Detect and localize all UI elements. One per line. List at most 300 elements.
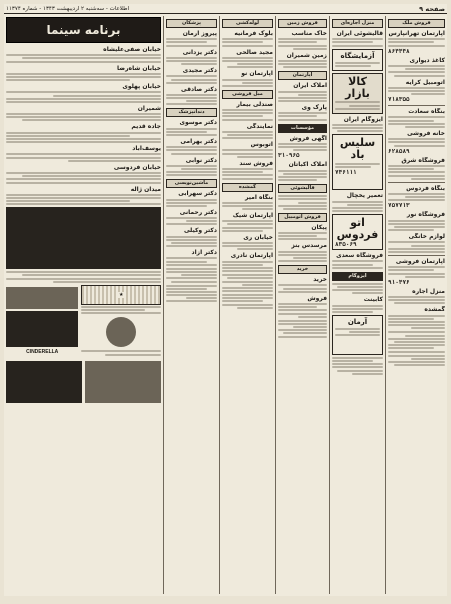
text-line — [278, 112, 327, 114]
classified-ad: فروشگاه شرق — [388, 157, 445, 180]
text-line — [166, 291, 217, 293]
text-line — [388, 38, 445, 40]
text-line — [388, 296, 445, 298]
text-line — [166, 245, 217, 247]
text-line — [278, 260, 327, 262]
text-line — [166, 94, 217, 96]
text-line — [278, 198, 327, 200]
text-line — [394, 302, 445, 304]
text-line — [278, 146, 327, 148]
classified-ad: تعمیر یخچال — [332, 192, 383, 212]
text-line — [388, 71, 445, 73]
text-line — [227, 223, 273, 225]
page-number: صفحه ۹ — [419, 5, 445, 13]
column-2 — [329, 16, 385, 594]
text-line — [394, 341, 445, 343]
classified-ad — [166, 285, 217, 303]
film-ad-left — [6, 285, 78, 357]
text-line — [6, 194, 161, 196]
text-line — [222, 85, 273, 87]
text-line — [6, 113, 161, 115]
text-line — [405, 276, 445, 278]
text-line — [6, 135, 130, 137]
display-ad: کالا بازار — [332, 73, 383, 114]
text-line — [405, 126, 445, 128]
emblem-graphic — [106, 317, 136, 347]
classified-ad: دکتر وکیلی — [166, 227, 217, 247]
classified-ad: مرسدس بنز — [278, 242, 327, 262]
text-line — [222, 57, 273, 59]
text-line — [278, 309, 327, 311]
text-line — [6, 91, 161, 93]
text-line — [278, 232, 327, 234]
text-line — [222, 153, 273, 155]
text-line — [6, 182, 161, 184]
cinema-listing: یوسف‌آباد — [6, 145, 161, 162]
film-ad-right — [81, 285, 161, 357]
text-line — [222, 79, 273, 81]
text-line — [105, 354, 161, 356]
classified-ad — [278, 320, 327, 338]
text-line — [332, 366, 383, 368]
text-line — [388, 90, 445, 92]
classified-ad: فروش — [278, 295, 327, 318]
text-line — [166, 174, 217, 176]
classified-ad: املاک اکباتان — [278, 161, 327, 181]
text-line — [335, 166, 371, 168]
text-line — [222, 115, 263, 117]
text-line — [222, 304, 273, 306]
text-line — [53, 281, 162, 283]
text-line — [6, 203, 161, 205]
text-line — [335, 108, 380, 110]
classified-ad: نمایندگی — [222, 123, 273, 140]
classified-ad: دکتر بهرامی — [166, 138, 217, 155]
display-ad: آزمایشگاه — [332, 49, 383, 72]
classified-ad: دکتر یزدانی — [166, 49, 217, 66]
text-line — [332, 311, 373, 313]
classified-ad: بنگاه فردوس ۷۵۷۷۱۳ — [388, 184, 445, 210]
classified-ad: گمشده — [388, 306, 445, 329]
masthead — [4, 4, 447, 14]
text-line — [332, 363, 383, 365]
text-line — [388, 41, 434, 43]
text-line — [411, 245, 445, 247]
classified-ad: زمین شمیران — [278, 52, 327, 69]
classified-ad: اتومبیل کرایه ۷۱۸۳۵۵ — [388, 78, 445, 104]
text-line — [222, 149, 273, 151]
text-line — [227, 66, 273, 68]
classified-ad — [332, 357, 383, 375]
classified-ad: منزل اجاره — [388, 288, 445, 305]
text-line — [388, 87, 445, 89]
classified-ad: دکتر موسوی — [166, 119, 217, 136]
text-line — [166, 38, 217, 40]
text-line — [166, 264, 217, 266]
section-header: فروش اتومبیل — [278, 213, 327, 222]
text-line — [278, 143, 327, 145]
text-line — [181, 63, 217, 65]
column-1 — [385, 16, 447, 594]
text-line — [222, 174, 273, 176]
column-5 — [163, 16, 219, 594]
classified-ad: فروشگاه سعدی — [332, 252, 383, 269]
text-line — [332, 289, 383, 291]
text-line — [166, 236, 217, 238]
text-line — [293, 257, 327, 259]
text-line — [166, 128, 217, 130]
section-header: فروش زمین — [278, 19, 327, 28]
text-line — [388, 344, 445, 346]
text-line — [332, 201, 383, 203]
section-header: دندانپزشک — [166, 108, 217, 117]
classified-ad: فروش سند — [222, 160, 273, 180]
text-line — [237, 307, 273, 309]
text-line — [278, 176, 327, 178]
cinema-listing: خیابان فردوسی — [6, 164, 161, 184]
text-line — [166, 60, 217, 62]
text-line — [283, 288, 327, 290]
section-header: قالیشوئی — [278, 184, 327, 193]
text-line — [222, 290, 273, 292]
classified-ad: دکتر نوابی — [166, 157, 217, 177]
text-line — [278, 38, 327, 40]
text-line — [166, 205, 207, 207]
text-line — [166, 57, 217, 59]
text-line — [278, 100, 327, 102]
section-header: ماشین‌نویسی — [166, 179, 217, 188]
text-line — [352, 373, 383, 375]
text-line — [332, 124, 383, 126]
text-line — [278, 91, 327, 93]
text-line — [237, 63, 273, 65]
text-line — [166, 75, 217, 77]
classified-ad: لوازم خانگی — [388, 233, 445, 253]
section-header: آپارتمان — [278, 71, 327, 80]
text-line — [222, 178, 273, 180]
text-line — [6, 73, 161, 75]
text-line — [6, 141, 161, 143]
text-line — [6, 153, 161, 155]
text-line — [388, 65, 445, 67]
section-header: خرید — [278, 265, 327, 274]
text-line — [388, 299, 445, 301]
text-line — [222, 230, 263, 232]
text-line — [298, 202, 327, 204]
text-line — [388, 223, 445, 225]
text-line — [332, 207, 383, 209]
classified-ad: خانه فروشی ۶۲۸۵۸۹ — [388, 130, 445, 155]
text-line — [388, 347, 434, 349]
text-line — [388, 338, 445, 340]
text-line — [278, 303, 327, 305]
text-line — [332, 308, 383, 310]
text-line — [388, 193, 445, 195]
text-line — [335, 62, 380, 64]
classified-ad: قالیشوئی ایران — [332, 30, 383, 47]
text-line — [332, 260, 383, 262]
text-line — [6, 178, 161, 180]
text-line — [278, 97, 327, 99]
text-line — [166, 45, 217, 47]
text-line — [388, 175, 445, 177]
text-line — [166, 165, 217, 167]
text-line — [394, 75, 445, 77]
text-line — [222, 137, 273, 139]
text-line — [222, 300, 263, 302]
text-line — [278, 251, 327, 253]
text-line — [293, 149, 327, 151]
text-line — [278, 63, 327, 65]
film-still-photo — [6, 361, 82, 403]
text-line — [293, 326, 327, 328]
text-line — [166, 271, 217, 273]
text-line — [388, 361, 445, 363]
record-player-graphic — [85, 361, 161, 403]
text-line — [335, 101, 380, 103]
text-line — [388, 331, 445, 333]
classified-ad — [222, 294, 273, 309]
text-line — [388, 273, 445, 275]
text-line — [388, 120, 434, 122]
text-line — [283, 66, 327, 68]
text-line — [388, 165, 445, 167]
classified-ad: آپارتمان نو — [222, 70, 273, 87]
text-line — [22, 119, 162, 121]
text-line — [337, 370, 383, 372]
text-line — [222, 109, 273, 111]
text-line — [222, 270, 273, 272]
text-line — [388, 168, 434, 170]
text-line — [68, 160, 161, 162]
text-line — [227, 134, 273, 136]
text-line — [81, 306, 161, 308]
text-line — [278, 284, 327, 286]
text-line — [388, 248, 445, 250]
classified-ad: صندلی بیمار — [222, 101, 273, 121]
classified-ad: آپارتمان تهرانپارس ۸۶۴۴۴۸ — [388, 30, 445, 55]
text-line — [388, 220, 445, 222]
film-still-photo — [6, 207, 161, 269]
text-line — [166, 288, 207, 290]
text-line — [166, 103, 217, 105]
text-line — [186, 100, 217, 102]
text-line — [6, 200, 130, 202]
text-line — [22, 175, 162, 177]
classified-ad: دکتر صادقی — [166, 86, 217, 106]
text-line — [332, 38, 383, 40]
text-line — [278, 238, 327, 240]
text-line — [166, 41, 207, 43]
text-line — [278, 329, 327, 331]
classified-ad: خیابان ری — [222, 234, 273, 251]
text-line — [6, 79, 130, 81]
text-line — [6, 61, 161, 63]
section-header: منزل اجاره‌ای — [332, 19, 383, 28]
classified-ad: آپارتمان فروشی ۹۱۰۴۷۶ — [388, 257, 445, 286]
text-line — [6, 76, 161, 78]
text-line — [166, 294, 217, 296]
text-line — [222, 281, 273, 283]
text-line — [186, 297, 217, 299]
text-line — [388, 251, 445, 253]
text-line — [166, 261, 207, 263]
text-line — [166, 97, 217, 99]
text-line — [335, 65, 371, 67]
text-line — [166, 171, 217, 173]
text-line — [411, 93, 445, 95]
text-line — [332, 357, 383, 359]
text-line — [278, 119, 327, 121]
text-line — [405, 335, 445, 337]
text-line — [388, 269, 434, 271]
text-line — [278, 336, 327, 338]
text-line — [6, 116, 161, 118]
classified-ad: خاک مناسب — [278, 30, 327, 50]
text-line — [394, 145, 445, 147]
text-line — [388, 241, 445, 243]
cinema-listing: شمیران — [6, 105, 161, 122]
text-line — [6, 138, 161, 140]
section-header: لوله‌کشی — [222, 19, 273, 28]
text-line — [347, 204, 383, 206]
text-line — [222, 227, 273, 229]
classified-ad: آپارتمان نادری — [222, 252, 273, 272]
text-line — [278, 179, 317, 181]
text-line — [278, 235, 317, 237]
classified-ad: خرید — [278, 276, 327, 293]
film-title: CINDERELLA — [26, 348, 59, 355]
classified-ad: پارک وی — [278, 104, 327, 121]
text-line — [166, 131, 207, 133]
text-line — [278, 254, 327, 256]
text-line — [222, 261, 273, 263]
classified-ad — [332, 283, 383, 295]
text-line — [166, 217, 217, 219]
display-ad: اتو فردوس ۸۳۵۰۶۹ — [332, 214, 383, 250]
section-header: ایزوگام — [332, 272, 383, 281]
text-line — [222, 131, 273, 133]
text-line — [222, 287, 273, 289]
text-line — [388, 318, 434, 320]
text-line — [181, 168, 217, 170]
text-line — [411, 178, 445, 180]
text-line — [222, 297, 273, 299]
text-line — [6, 271, 161, 273]
classified-ad: ایزوگام ایران — [332, 116, 383, 133]
text-line — [242, 82, 273, 84]
text-line — [349, 105, 381, 107]
text-line — [227, 277, 273, 279]
text-line — [237, 156, 273, 158]
text-line — [283, 173, 327, 175]
text-line — [335, 328, 380, 330]
newspaper-page — [4, 4, 447, 596]
classified-ad: پیروز آرمان — [166, 30, 217, 47]
classified-ad: بنگاه امیر — [222, 194, 273, 211]
cinema-listing: خیابان صفی‌علیشاه — [6, 46, 161, 63]
text-line — [388, 45, 445, 47]
text-line — [53, 95, 162, 97]
text-line — [388, 351, 445, 353]
text-line — [166, 268, 217, 270]
text-line — [171, 242, 217, 244]
text-line — [298, 316, 327, 318]
text-line — [278, 41, 317, 43]
text-line — [166, 202, 217, 204]
classified-ad: املاک ایران — [278, 82, 327, 102]
text-line — [222, 202, 273, 204]
text-line — [6, 278, 161, 280]
text-line — [222, 112, 273, 114]
text-line — [278, 205, 327, 207]
text-line — [293, 48, 327, 50]
text-line — [411, 327, 445, 329]
text-line — [6, 132, 161, 134]
text-line — [388, 171, 445, 173]
classified-ad: مجید صالحی — [222, 49, 273, 69]
text-line — [171, 281, 217, 283]
text-line — [222, 274, 273, 276]
classified-ad: دکتر آزاد — [166, 249, 217, 266]
text-line — [222, 220, 273, 222]
text-line — [278, 306, 317, 308]
ticket-row — [6, 285, 161, 357]
text-line — [222, 168, 273, 170]
column-3 — [275, 16, 329, 594]
text-line — [186, 220, 217, 222]
text-line — [388, 315, 445, 317]
text-line — [388, 138, 445, 140]
text-line — [337, 130, 383, 132]
text-line — [278, 320, 327, 322]
ticket-graphic: ★ — [81, 285, 161, 305]
text-line — [6, 197, 161, 199]
text-line — [166, 285, 217, 287]
text-line — [388, 116, 445, 118]
issue-line: اطلاعات - سه‌شنبه ۲ اردیبهشت ۱۳۴۳ - شماره ۱۱۳۷۴ — [6, 6, 129, 12]
text-line — [166, 149, 217, 151]
text-line — [388, 321, 445, 323]
classified-ad — [166, 268, 217, 283]
text-line — [6, 98, 161, 100]
text-line — [22, 274, 162, 276]
text-line — [352, 292, 383, 294]
text-line — [81, 309, 145, 311]
text-line — [332, 210, 383, 212]
classified-ad — [222, 274, 273, 292]
text-line — [388, 324, 445, 326]
bottom-ads — [6, 359, 161, 405]
display-ad: سلیس باد ۷۴۶۱۱۱ — [332, 134, 383, 190]
text-line — [388, 355, 445, 357]
cinema-listing: خیابان شاه‌رضا — [6, 65, 161, 82]
text-line — [388, 199, 445, 201]
text-line — [222, 242, 273, 244]
classified-ad: دکتر مجیدی — [166, 67, 217, 84]
text-line — [181, 274, 217, 276]
text-line — [166, 223, 217, 225]
text-line — [6, 157, 161, 159]
text-line — [278, 115, 317, 117]
text-line — [411, 358, 445, 360]
text-line — [332, 264, 373, 266]
classified-ad — [388, 331, 445, 349]
text-line — [166, 239, 217, 241]
text-line — [349, 331, 381, 333]
text-line — [6, 101, 161, 103]
text-line — [278, 60, 327, 62]
